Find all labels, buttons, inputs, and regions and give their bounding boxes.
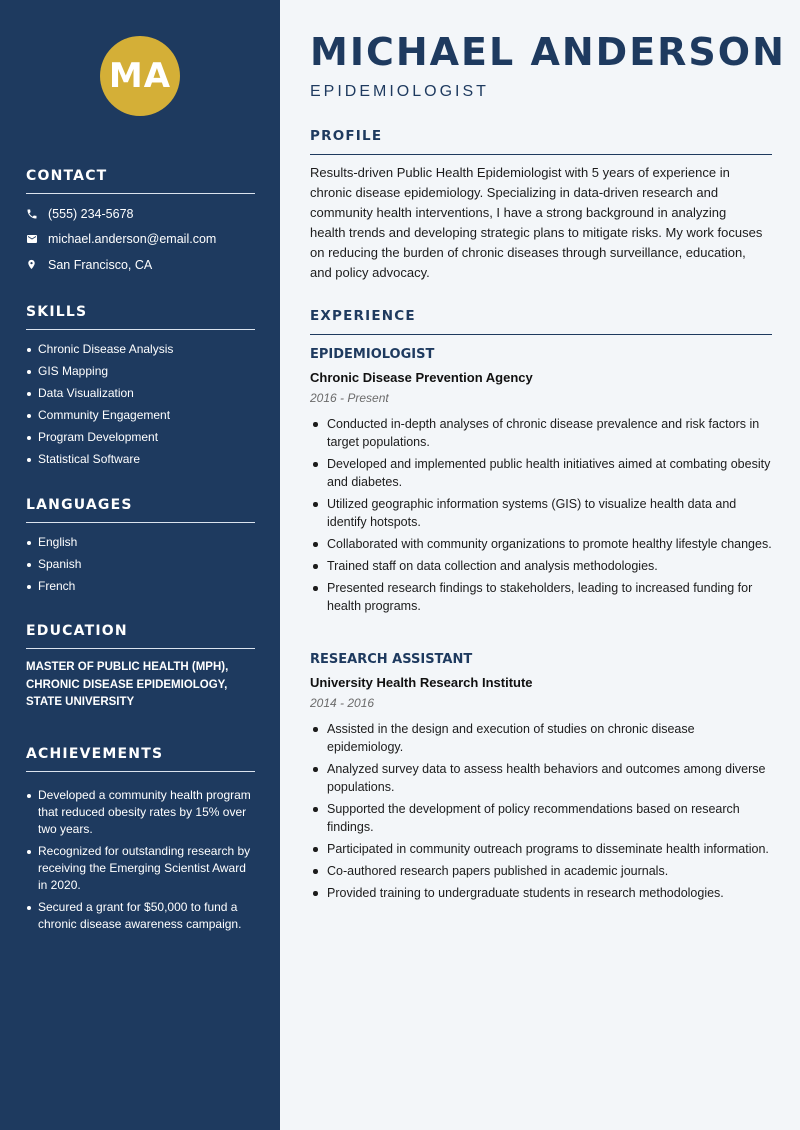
candidate-role: EPIDEMIOLOGIST [310, 83, 489, 100]
job-company: Chronic Disease Prevention Agency [310, 370, 533, 385]
job-bullet: Trained staff on data collection and analysis methodologies. [310, 557, 772, 575]
avatar: MA [100, 36, 180, 116]
languages-list [26, 534, 255, 595]
job-bullet: Collaborated with community organizations to promote healthy lifestyle changes. [310, 535, 772, 553]
education-degree: MASTER OF PUBLIC HEALTH (MPH), CHRONIC DISEASE EPIDEMIOLOGY, STATE UNIVERSITY [26, 661, 229, 708]
job-bullet: Presented research findings to stakeholders, leading to increased funding for health programs. [310, 579, 772, 615]
languages-heading: LANGUAGES [26, 497, 255, 523]
job-bullets [310, 720, 772, 902]
skill-item: Statistical Software [26, 451, 255, 468]
contact-section [26, 168, 255, 278]
job-bullet: Participated in community outreach programs to disseminate health information. [310, 840, 772, 858]
job-entry [310, 346, 772, 619]
contact-heading: CONTACT [26, 168, 255, 194]
job-bullet: Co-authored research papers published in academic journals. [310, 862, 772, 880]
job-entry [310, 651, 772, 906]
contact-phone[interactable] [26, 201, 255, 227]
job-bullets [310, 415, 772, 615]
experience-heading: EXPERIENCE [310, 308, 772, 335]
achievements-section [26, 746, 255, 938]
job-bullet: Developed and implemented public health initiatives aimed at combating obesity and diabetes. [310, 455, 772, 491]
achievement-item: Developed a community health program that reduced obesity rates by 15% over two years. [26, 787, 255, 838]
job-title: RESEARCH ASSISTANT [310, 652, 473, 667]
language-item: French [26, 578, 255, 595]
skill-item: Community Engagement [26, 407, 255, 424]
skills-list [26, 341, 255, 468]
profile-text: Results-driven Public Health Epidemiologist with 5 years of experience in chronic disease epidemiology. Specializing in data-driven research and community health interventions, I have a strong background in analyzing health trends and developing strategic plans to mitigate risks. My work focuses on reducing the burden of chronic diseases through surveillance, education, and policy advocacy. [310, 165, 763, 280]
achievements-list [26, 787, 255, 933]
job-dates: 2014 - 2016 [310, 696, 375, 710]
job-title: EPIDEMIOLOGIST [310, 347, 435, 362]
job-bullet: Provided training to undergraduate students in research methodologies. [310, 884, 772, 902]
achievement-item: Secured a grant for $50,000 to fund a chronic disease awareness campaign. [26, 899, 255, 933]
contact-location-text: San Francisco, CA [48, 257, 153, 272]
education-heading: EDUCATION [26, 623, 255, 649]
profile-heading: PROFILE [310, 128, 772, 155]
skill-item: Chronic Disease Analysis [26, 341, 255, 358]
language-item: Spanish [26, 556, 255, 573]
skill-item: GIS Mapping [26, 363, 255, 380]
language-item: English [26, 534, 255, 551]
contact-location [26, 252, 255, 278]
achievement-item: Recognized for outstanding research by receiving the Emerging Scientist Award in 2020. [26, 843, 255, 894]
achievements-heading: ACHIEVEMENTS [26, 746, 255, 772]
contact-phone-text: (555) 234-5678 [48, 206, 134, 221]
job-bullet: Supported the development of policy recommendations based on research findings. [310, 800, 772, 836]
job-bullet: Conducted in-depth analyses of chronic disease prevalence and risk factors in target populations. [310, 415, 772, 451]
skills-heading: SKILLS [26, 304, 255, 330]
languages-section [26, 497, 255, 600]
candidate-name: MICHAEL ANDERSON [310, 30, 786, 74]
contact-email-text: michael.anderson@email.com [48, 232, 217, 247]
job-bullet: Assisted in the design and execution of studies on chronic disease epidemiology. [310, 720, 772, 756]
phone-icon [26, 208, 48, 220]
skill-item: Program Development [26, 429, 255, 446]
email-icon [26, 233, 48, 245]
job-bullet: Analyzed survey data to assess health behaviors and outcomes among diverse populations. [310, 760, 772, 796]
location-pin-icon [26, 258, 48, 271]
job-company: University Health Research Institute [310, 675, 533, 690]
job-bullet: Utilized geographic information systems (GIS) to visualize health data and identify hotspots. [310, 495, 772, 531]
job-dates: 2016 - Present [310, 391, 389, 405]
sidebar [0, 0, 280, 1130]
education-section [26, 623, 255, 712]
skill-item: Data Visualization [26, 385, 255, 402]
skills-section [26, 304, 255, 473]
contact-email[interactable] [26, 227, 255, 253]
